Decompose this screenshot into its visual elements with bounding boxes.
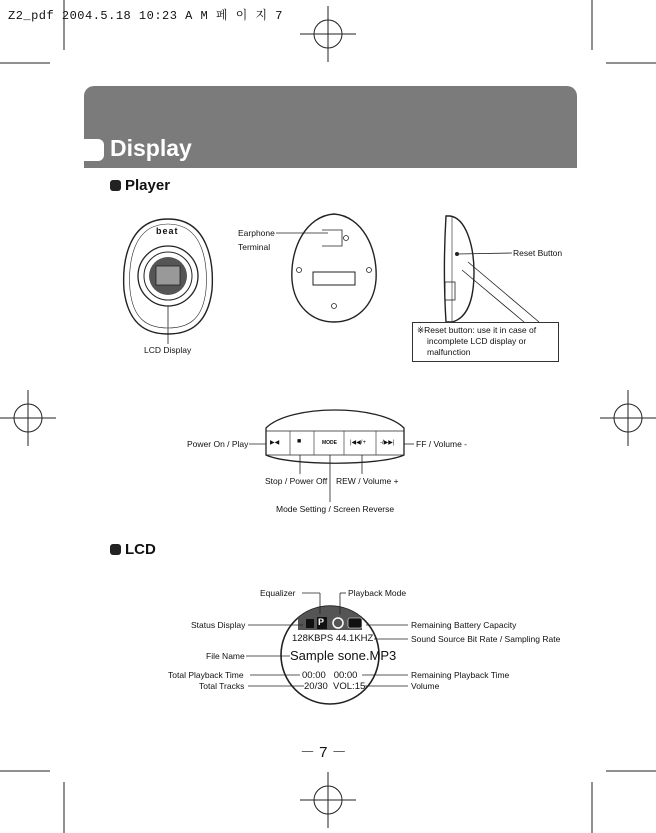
player-buttons-view bbox=[249, 410, 414, 502]
label-terminal: Terminal bbox=[238, 242, 271, 252]
player-side bbox=[445, 216, 540, 322]
page-title: Display bbox=[110, 135, 192, 161]
reset-note bbox=[412, 322, 559, 362]
label-battery: Remaining Battery Capacity bbox=[411, 620, 517, 630]
label-equalizer: Equalizer bbox=[260, 588, 296, 598]
lcd-tracks-volume: 20/30 VOL:15 bbox=[304, 681, 366, 692]
label-total-tracks: Total Tracks bbox=[199, 681, 245, 691]
label-remaining-playback-time: Remaining Playback Time bbox=[411, 670, 510, 680]
label-earphone: Earphone bbox=[238, 228, 275, 238]
player-back bbox=[276, 214, 376, 322]
label-ff-volume: FF / Volume - bbox=[416, 439, 468, 449]
label-playback-mode: Playback Mode bbox=[348, 588, 407, 598]
label-power-on-play: Power On / Play bbox=[187, 439, 249, 449]
label-total-playback-time: Total Playback Time bbox=[168, 670, 244, 680]
page-number: － 7 － bbox=[300, 744, 347, 761]
reset-note-line3: malfunction bbox=[427, 347, 471, 357]
label-rew-volume: REW / Volume + bbox=[336, 476, 399, 486]
section-lcd bbox=[110, 541, 156, 558]
lcd-time: 00:00 00:00 bbox=[302, 670, 358, 681]
brand-logo: beat bbox=[156, 226, 179, 236]
label-status-display: Status Display bbox=[191, 620, 246, 630]
eq-icon: P bbox=[318, 617, 325, 627]
label-reset-button: Reset Button bbox=[513, 248, 563, 258]
play-button-icon: ▶◀ bbox=[270, 440, 280, 446]
section-lcd-title: LCD bbox=[125, 541, 156, 558]
label-stop-power-off: Stop / Power Off bbox=[265, 476, 328, 486]
lcd-bitrate: 128KBPS 44.1KHZ bbox=[292, 633, 374, 644]
label-bitrate: Sound Source Bit Rate / Sampling Rate bbox=[411, 634, 561, 644]
label-volume: Volume bbox=[411, 681, 440, 691]
print-header: Z2_pdf 2004.5.18 10:23 A M 페 이 지 7 bbox=[8, 9, 284, 23]
reset-note-line2: incomplete LCD display or bbox=[427, 336, 527, 346]
reset-note-line1: ※Reset button: use it in case of bbox=[417, 325, 537, 335]
lcd-file-name: Sample sone.MP3 bbox=[290, 648, 397, 663]
label-file-name: File Name bbox=[206, 651, 245, 661]
mode-button-icon: MODE bbox=[322, 440, 337, 446]
label-mode-setting: Mode Setting / Screen Reverse bbox=[276, 504, 395, 514]
section-player-title: Player bbox=[125, 177, 171, 194]
ff-button-icon: -/▶▶| bbox=[380, 440, 395, 446]
label-lcd-display: LCD Display bbox=[144, 345, 192, 355]
section-bullet-icon bbox=[110, 544, 121, 555]
stop-button-icon: ■ bbox=[297, 438, 302, 445]
player-front bbox=[124, 219, 213, 344]
rew-button-icon: |◀◀/+ bbox=[350, 440, 366, 446]
